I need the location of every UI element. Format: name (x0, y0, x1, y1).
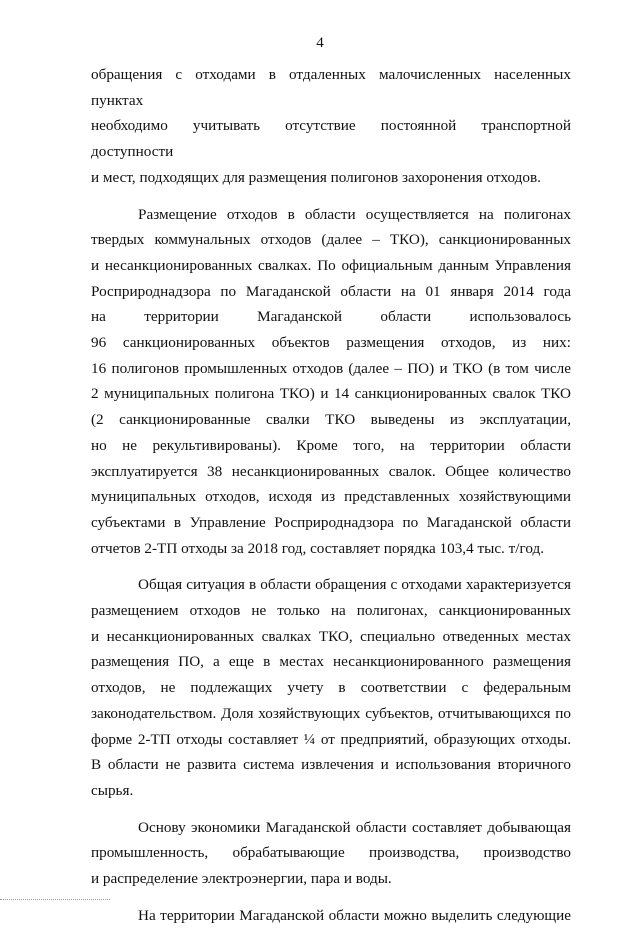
paragraph-2 (91, 202, 571, 562)
text-line: (2 санкционированные свалки ТКО выведены из эксплуатации, (91, 411, 571, 429)
text-line: Росприроднадзора по Магаданской области на 01 января 2014 года (91, 282, 571, 300)
text-line: необходимо учитывать отсутствие постоянной транспортной доступности (91, 117, 571, 161)
text-line: и несанкционированных свалках ТКО, специально отведенных местах (91, 627, 571, 645)
text-line: Размещение отходов в области осуществляется на полигонах (138, 205, 571, 223)
text-line: 96 санкционированных объектов размещения отходов, из них: (91, 334, 571, 352)
text-line: 2 муниципальных полигона ТКО) и 14 санкционированных свалок ТКО (91, 385, 571, 403)
paragraph-5 (91, 903, 571, 929)
text-line: отчетов 2-ТП отходы за 2018 год, составляет порядка 103,4 тыс. т/год. (91, 539, 545, 557)
text-line: и несанкционированных свалках. По официальным данным Управления (91, 256, 571, 274)
paragraph-4 (91, 815, 571, 892)
text-line: отходов, не подлежащих учету в соответствии с федеральным (91, 679, 571, 697)
text-line: законодательством. Доля хозяйствующих субъектов, отчитывающихся по (91, 704, 571, 722)
text-line: обращения с отходами в отдаленных малочисленных населенных пунктах (91, 66, 571, 109)
text-line: но не рекультивированы). Кроме того, на территории области (91, 436, 571, 454)
text-line: Общая ситуация в области обращения с отходами характеризуется (138, 576, 571, 594)
text-line: Основу экономики Магаданской области составляет добывающая (138, 818, 571, 836)
paragraph-3 (91, 572, 571, 803)
text-line: твердых коммунальных отходов (далее – ТКО), санкционированных (91, 231, 571, 249)
text-line: эксплуатируется 38 несанкционированных свалок. Общее количество (91, 462, 571, 480)
text-line: и распределение электроэнергии, пара и воды. (91, 870, 392, 888)
text-line: субъектами в Управление Росприроднадзора по Магаданской области (91, 513, 571, 531)
text-line: и мест, подходящих для размещения полигонов захоронения отходов. (91, 168, 541, 186)
text-line: размещения ПО, а еще в местах несанкционированного размещения (91, 653, 571, 671)
text-line: На территории Магаданской области можно выделить следующие (138, 906, 571, 924)
text-line: на территории Магаданской области использовалось (91, 308, 571, 326)
text-line: промышленность, обрабатывающие производства, производство (91, 844, 571, 862)
text-line: размещением отходов не только на полигонах, санкционированных (91, 602, 571, 620)
page-number: 4 (316, 35, 324, 51)
page-edge-rule (0, 899, 110, 900)
text-line: муниципальных отходов, исходя из представленных хозяйствующими (91, 488, 571, 506)
document-body (91, 62, 571, 940)
text-line: 16 полигонов промышленных отходов (далее – ПО) и ТКО (в том числе (91, 359, 571, 377)
text-line: форме 2-ТП отходы составляет ¼ от предприятий, образующих отходы. (91, 730, 571, 748)
text-line: сырья. (91, 781, 134, 799)
text-line: В области не развита система извлечения и использования вторичного (91, 756, 571, 774)
paragraph-1 (91, 62, 571, 191)
